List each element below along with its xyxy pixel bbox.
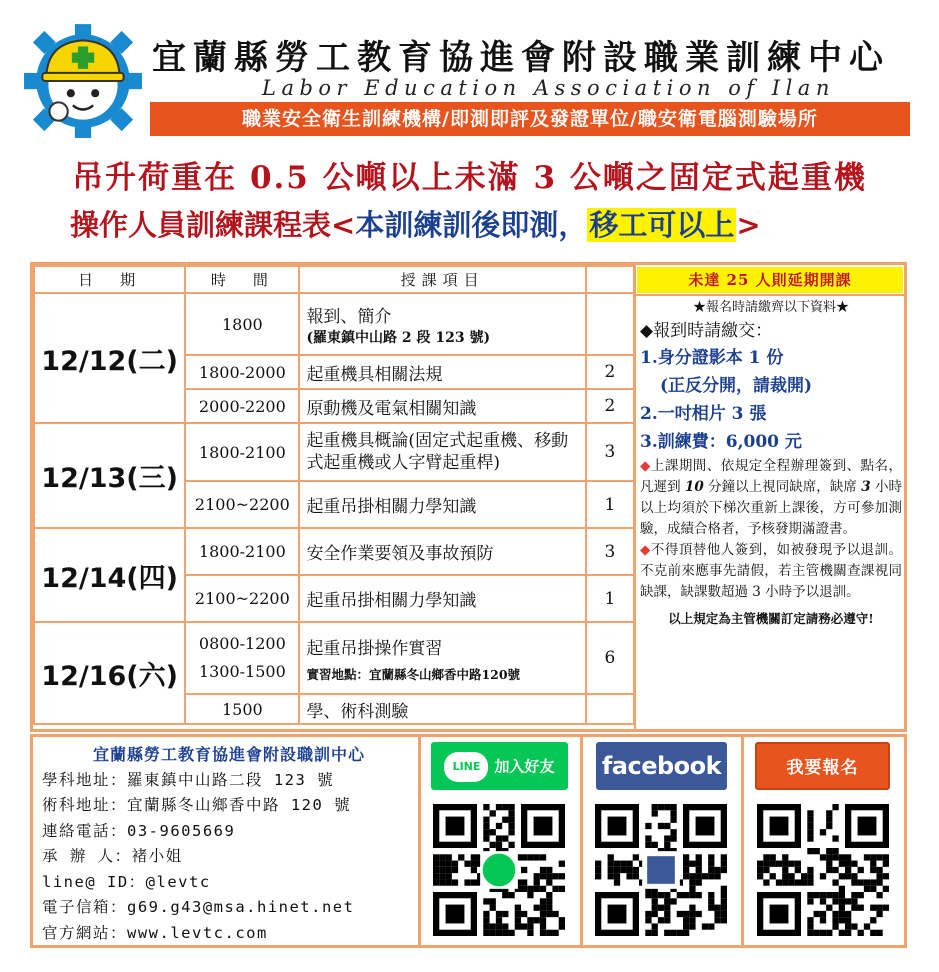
hours-cell: 1	[586, 481, 634, 528]
org-name-en: Labor Education Association of Ilan	[262, 76, 835, 100]
subject-cell: 起重機具概論(固定式起重機、移動式起重機或人字臂起重桿)	[299, 423, 585, 481]
course-title: 吊升荷重在 0.5 公噸以上未滿 3 公噸之固定式起重機	[72, 160, 867, 196]
date-cell: 12/16(六)	[34, 622, 185, 724]
rule-text: 上課期間、依規定全程辦理簽到、點名，凡遲到	[640, 458, 903, 495]
notice-item-photo: 2.一吋相片 3 張	[640, 404, 767, 424]
contact-line: 學科地址：羅東鎮中山路二段 123 號	[42, 770, 335, 789]
header-hours	[586, 266, 634, 293]
hours-cell	[586, 293, 634, 355]
hours-cell: 2	[586, 389, 634, 423]
contact-line: 術科地址：宜蘭縣冬山鄉香中路 120 號	[42, 796, 352, 814]
notice-item-id-note: (正反分開，請裁開)	[660, 376, 813, 396]
contact-title: 宜蘭縣勞工教育協進會附設職訓中心	[92, 745, 365, 764]
subject-cell: 原動機及電氣相關知識	[299, 389, 585, 423]
footer-divider	[580, 734, 583, 948]
contact-line: 電子信箱：g69.g43@msa.hinet.net	[42, 898, 355, 916]
notice-checkin: ◆報到時請繳交：	[640, 321, 773, 341]
rule-number: 3	[861, 479, 871, 495]
time-text-2: 1300-1500	[198, 662, 286, 681]
notice-footer: 以上規定為主管機關訂定請務必遵守!	[668, 611, 874, 626]
subtitle-highlight: 移工可以上	[589, 208, 735, 242]
date-cell: 12/13(三)	[34, 423, 185, 528]
subtitle-suffix: >	[736, 208, 761, 242]
header-subject: 授課項目	[299, 266, 585, 293]
rule-text: 不得頂替他人簽到，如被發現予以退訓。不克前來應事先請假，若主管機關查課視同缺課，缺課數超過 3 小時予以退訓。	[640, 542, 903, 600]
time-cell: 2000-2200	[185, 389, 299, 423]
table-row	[34, 423, 634, 481]
register-qr-code-icon[interactable]	[757, 804, 889, 936]
register-button[interactable]: 我要報名	[755, 742, 890, 790]
contact-line: 承 辦 人：褚小姐	[42, 847, 183, 865]
time-cell	[185, 622, 299, 694]
schedule-table	[33, 265, 635, 725]
hours-cell: 1	[586, 575, 634, 622]
line-qr-code-icon[interactable]	[433, 804, 565, 936]
table-row	[34, 528, 634, 575]
facebook-button[interactable]: facebook	[596, 742, 727, 790]
date-cell: 12/12(二)	[34, 293, 185, 423]
notice-item-id: 1.身分證影本 1 份	[640, 348, 784, 368]
subject-text: 報到、簡介	[306, 306, 392, 327]
hours-cell: 6	[586, 622, 634, 694]
time-cell: 2100~2200	[185, 575, 299, 622]
hours-cell: 3	[586, 423, 634, 481]
notice-intro: ★報名時請繳齊以下資料★	[692, 300, 849, 315]
line-add-friend-button[interactable]	[431, 742, 568, 790]
table-row	[34, 622, 634, 694]
notice-panel	[640, 298, 902, 629]
contact-line: 官方網站：www.levtc.com	[42, 923, 268, 942]
subject-cell: 起重機具相關法規	[299, 355, 585, 389]
notice-header-divider	[636, 294, 904, 296]
time-cell: 1800	[185, 293, 299, 355]
notice-rule-attendance	[640, 456, 902, 540]
facebook-qr-code-icon[interactable]	[595, 804, 727, 936]
header-date: 日 期	[34, 266, 185, 293]
subtitle-blue: 本訓練訓後即測，	[355, 208, 588, 242]
notice-rule-substitute	[640, 540, 902, 603]
diamond-icon: ◆	[640, 542, 651, 558]
line-button-label: 加入好友	[494, 757, 555, 776]
logo-gear-helmet-icon	[22, 18, 144, 140]
subject-note: 實習地點：宜蘭縣冬山鄉香中路120號	[306, 666, 521, 682]
subject-cell	[299, 622, 585, 694]
subject-cell: 起重吊掛相關力學知識	[299, 575, 585, 622]
line-icon: LINE	[444, 752, 488, 782]
rule-text: 分鐘以上視同缺席，缺席	[703, 479, 862, 495]
table-header-row	[34, 266, 634, 293]
subject-text: 起重吊掛操作實習	[306, 638, 443, 659]
rule-number: 10	[684, 479, 704, 495]
time-cell: 1800-2000	[185, 355, 299, 389]
notice-divider	[634, 265, 636, 729]
course-subtitle	[70, 203, 761, 247]
org-name-zh: 宜蘭縣勞工教育協進會附設職業訓練中心	[152, 38, 890, 78]
contact-line: line@ ID：@levtc	[42, 872, 211, 891]
footer-divider	[741, 734, 744, 948]
header-time: 時 間	[185, 266, 299, 293]
date-cell: 12/14(四)	[34, 528, 185, 622]
time-cell: 2100~2200	[185, 481, 299, 528]
subject-cell	[299, 293, 585, 355]
time-cell: 1500	[185, 694, 299, 724]
notice-header: 未達 25 人則延期開課	[637, 267, 903, 293]
hours-cell: 2	[586, 355, 634, 389]
subject-note: (羅東鎮中山路 2 段 123 號)	[306, 329, 491, 346]
hours-cell	[586, 694, 634, 724]
diamond-icon: ◆	[640, 458, 651, 474]
subject-cell: 安全作業要領及事故預防	[299, 528, 585, 575]
time-cell: 1800-2100	[185, 423, 299, 481]
tagline-bar: 職業安全衛生訓練機構/即測即評及發證單位/職安衛電腦測驗場所	[150, 102, 910, 136]
subtitle-prefix: 操作人員訓練課程表<	[70, 208, 356, 242]
time-cell: 1800-2100	[185, 528, 299, 575]
rule-text: 小時以上均須於下梯次重新上課後，方可參加測驗，成績合格者，予核發期滿證書。	[640, 479, 902, 537]
notice-item-fee: 3.訓練費：6,000 元	[640, 432, 802, 452]
time-text: 0800-1200	[198, 634, 286, 653]
contact-line: 連絡電話：03-9605669	[42, 821, 236, 840]
contact-info	[42, 742, 416, 946]
subject-cell: 學、術科測驗	[299, 694, 585, 724]
hours-cell: 3	[586, 528, 634, 575]
table-row	[34, 293, 634, 355]
footer-divider	[418, 734, 421, 948]
subject-cell: 起重吊掛相關力學知識	[299, 481, 585, 528]
